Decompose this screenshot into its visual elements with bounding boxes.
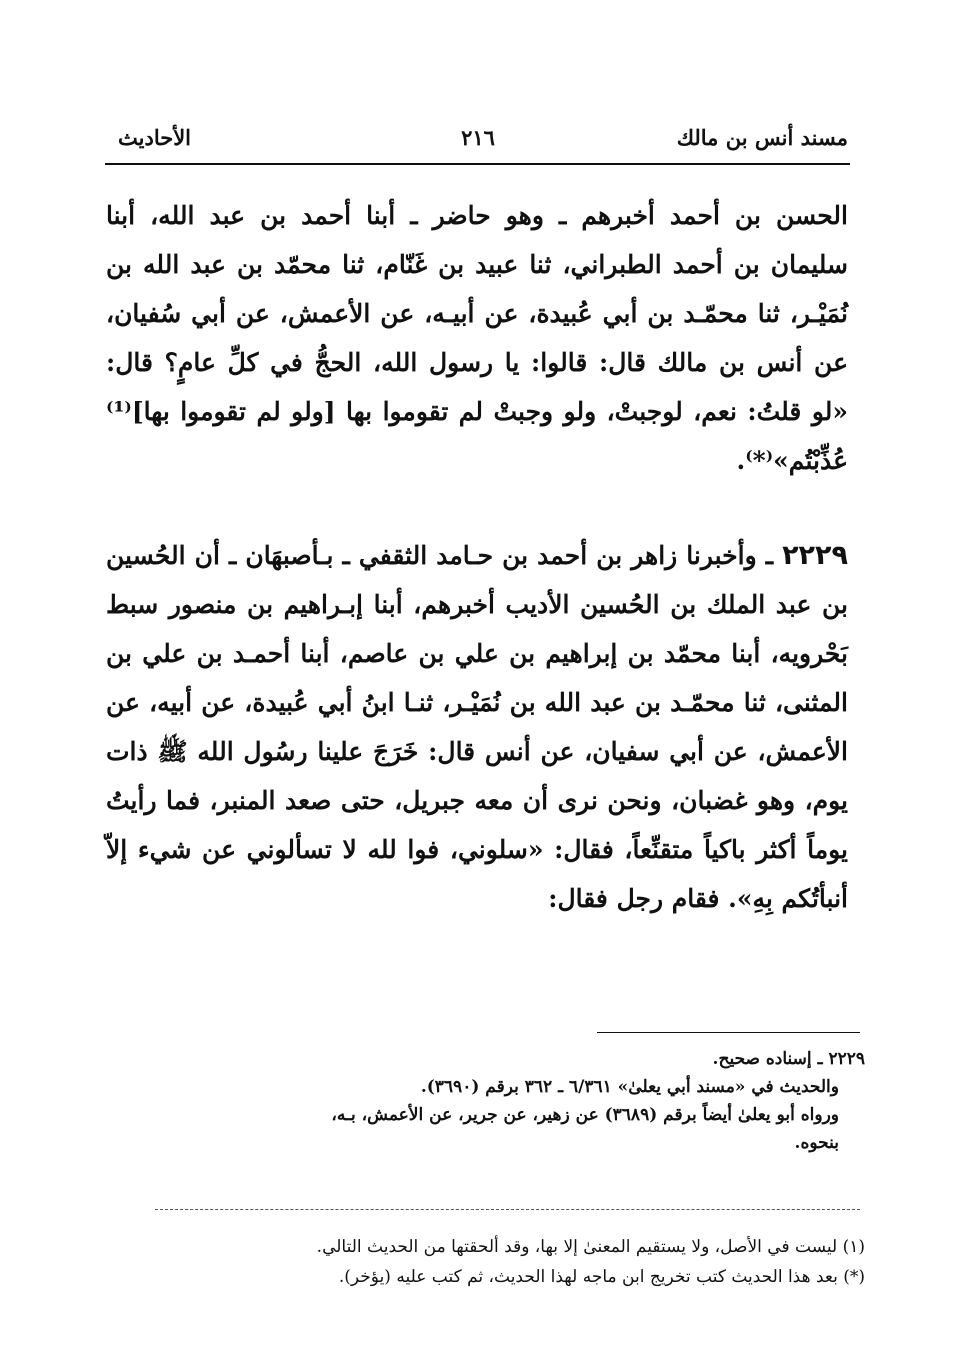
hadith-previous-continuation: الحسن بن أحمد أخبرهم ـ وهو حاضر ـ أبنا أحمد بن عبد الله، أبنا سليمان بن أحمد الطبراني، ثنا عبيد بن غَنّام، ثنا محمّد بن عبد الله بن نُمَيْـر، ثنا محمّـد بن أبي عُبيدة، عن أبيـه، عن الأعمش، عن أبي سُفيان، عن أنس بن مالك قال: قالوا: يا رسول الله، الحجُّ في كلِّ عامٍ؟ قال: «لو قلتُ: نعم، لوجبتْ، ولو وجبتْ لم تقوموا بها [ولو لم تقوموا بها]⁽¹⁾ عُذِّبْتُم»⁽*⁾. — [106, 201, 848, 475]
hadith-text: ـ وأخبرنا زاهر بن أحمد بن حـامد الثقفي ـ بـأصبهَان ـ أن الحُسين بن عبد الملك بن الحُسين الأديب أخبرهم، أبنا إبـراهيم بن منصور سبط بَحْرويه، أبنا محمّد بن إبراهيم بن علي بن عاصم، أبنا أحمـد بن علي بن المثنى، ثنا محمّـد بن عبد الله بن نُمَيْـر، ثنـا ابنُ أبي عُبيدة، عن أبيه، عن الأعمش، عن أبي سفيان، عن أنس قال: خَرَجَ علينا رسُول الله ﷺ ذات يوم، وهو غضبان، ونحن نرى أن معه جبريل، حتى صعد المنبر، فما رأيتُ يوماً أكثر باكياً متقنِّعاً، فقال: «سلوني، فوا لله لا تسألوني عن شيء إلاّ أنبأتُكم بِهِ». فقام رجل فقال: — [106, 541, 848, 913]
page-number: ٢١٦ — [461, 125, 495, 150]
editor-footnotes — [145, 1232, 865, 1292]
takhrij-footnotes — [145, 1045, 865, 1157]
takhrij-line: بنحوه. — [794, 1133, 839, 1153]
takhrij-line: والحديث في «مسند أبي يعلىٰ» ٦/٣٦١ ـ ٣٦٢ برقم (٣٦٩٠). — [420, 1077, 839, 1097]
takhrij-line: ورواه أبو يعلىٰ أيضاً برقم (٣٦٨٩) عن زهير، عن جرير، عن الأعمش، بـه، — [331, 1105, 839, 1125]
running-header-section-title: الأحاديث — [118, 125, 192, 150]
takhrij-line: ٢٢٢٩ ـ إسناده صحيح. — [712, 1049, 865, 1069]
hadith-2229 — [106, 531, 848, 923]
footnote-divider — [597, 1032, 860, 1033]
editor-note: (١) ليست في الأصل، ولا يستقيم المعنىٰ إلا بها، وقد ألحقتها من الحديث التالي. — [316, 1237, 865, 1257]
header-divider — [105, 163, 850, 165]
running-header-book-title: مسند أنس بن مالك — [676, 125, 848, 150]
editor-note: (*) بعد هذا الحديث كتب تخريج ابن ماجه لهذا الحديث، ثم كتب عليه (يؤخر). — [338, 1267, 865, 1287]
hadith-number: ٢٢٢٩ — [782, 540, 848, 571]
editor-notes-divider — [155, 1209, 860, 1210]
